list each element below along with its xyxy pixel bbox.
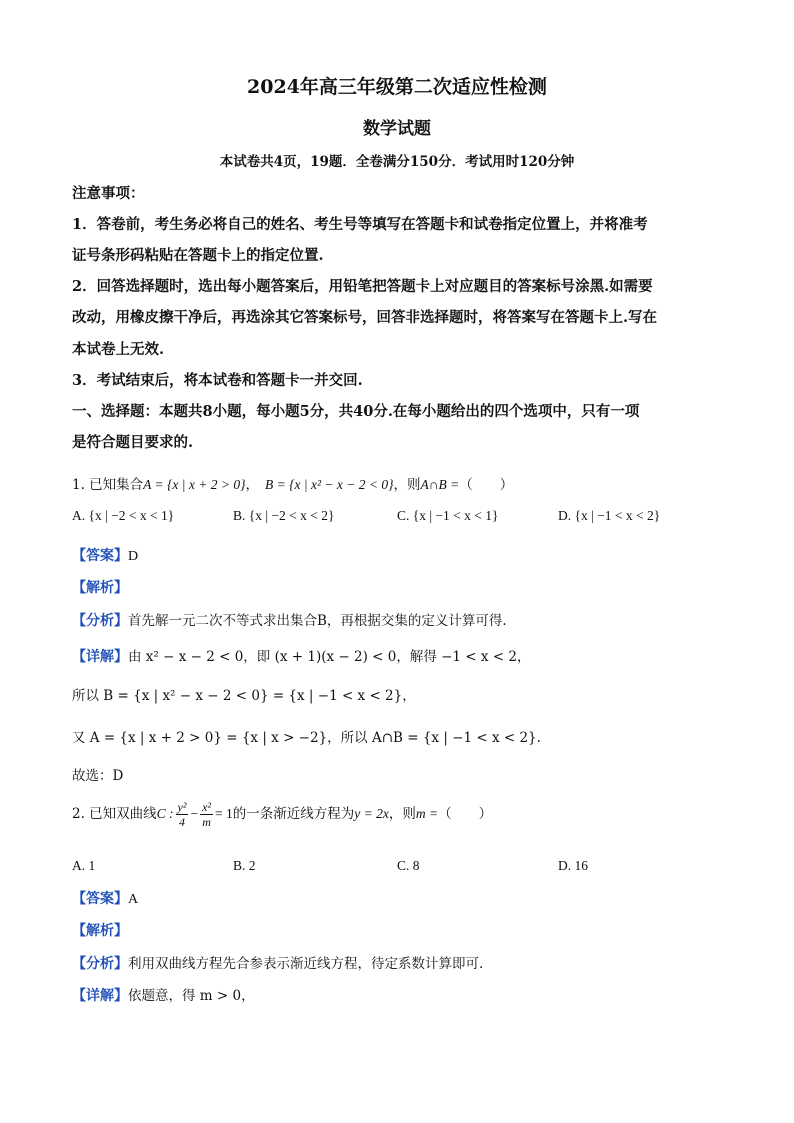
q2-mid: 的一条渐近线方程为 (232, 806, 355, 822)
q1-fenxi-line (72, 609, 507, 630)
q2-answer-line (72, 888, 138, 908)
exam-info: 本试卷共4页，19题．全卷满分150分．考试用时120分钟 (219, 154, 575, 170)
q2-fenxi-line (72, 952, 483, 973)
q1-set-a: A = {x | x + 2 > 0} (143, 477, 246, 492)
q2-fraction-2 (200, 800, 213, 829)
q1-choice-b: B. {x | −2 < x < 2} (233, 508, 335, 523)
q2-detail-line-1 (72, 984, 255, 1005)
note-1-line-1: 1．答卷前，考生务必将自己的姓名、考生号等填写在答题卡和试卷指定位置上，并将准考 (72, 216, 648, 233)
q1-detail-1: 由 x² − x − 2 < 0，即 (x + 1)(x − 2) < 0，解得 −1 < x < 2， (128, 649, 531, 665)
q1-analysis-heading (72, 577, 128, 597)
q2-frac2-den: m (202, 815, 211, 829)
q1-answer: D (128, 549, 139, 564)
q2-analysis-heading (72, 920, 128, 940)
notes-heading: 注意事项： (72, 185, 145, 202)
q1-then: ，则 (393, 477, 421, 493)
q2-prefix: 2. 已知双曲线 (72, 806, 157, 822)
q1-fenxi-tag: 【分析】 (72, 613, 128, 629)
q1-detail-line-3: 又 A = {x | x + 2 > 0} = {x | x > −2}，所以 A∩B = {x | −1 < x < 2}. (72, 730, 541, 746)
q2-minus: − (190, 806, 199, 821)
q2-detail-tag: 【详解】 (72, 988, 128, 1004)
section-1-line-2: 是符合题目要求的. (72, 434, 194, 451)
q2-fenxi-tag: 【分析】 (72, 956, 128, 972)
q2-choice-b: B. 2 (233, 858, 256, 873)
exam-subtitle: 数学试题 (363, 119, 431, 139)
note-2-line-2: 改动，用橡皮擦干净后，再选涂其它答案标号，回答非选择题时，将答案写在答题卡上.写在 (72, 309, 658, 326)
q1-prefix: 1. 已知集合 (72, 477, 144, 493)
q1-answer-tag: 【答案】 (72, 548, 128, 564)
q1-expr: A∩B = (420, 477, 460, 492)
q1-comma: ， (245, 477, 259, 493)
q1-choice-a: A. {x | −2 < x < 1} (72, 508, 175, 523)
section-1-line-1: 一、选择题：本题共8小题，每小题5分，共40分.在每小题给出的四个选项中，只有一项 (72, 403, 640, 420)
note-2-line-3: 本试卷上无效. (72, 341, 165, 358)
q2-then: ，则 (388, 806, 416, 822)
q2-frac1-num: y² (177, 800, 187, 814)
q1-detail-line-2: 所以 B = {x | x² − x − 2 < 0} = {x | −1 < x < 2}， (72, 688, 416, 704)
q1-analysis-tag: 【解析】 (72, 580, 128, 596)
q1-conclusion: 故选：D (72, 768, 124, 784)
q2-answer-tag: 【答案】 (72, 891, 128, 907)
q2-choice-a: A. 1 (72, 858, 96, 873)
exam-title: 2024年高三年级第二次适应性检测 (247, 76, 547, 98)
note-2-line-1: 2．回答选择题时，选出每小题答案后，用铅笔把答题卡上对应题目的答案标号涂黑.如需要 (72, 278, 653, 295)
q2-frac1-den: 4 (179, 815, 186, 829)
q2-choice-c: C. 8 (397, 858, 420, 873)
q1-detail-line-1 (72, 645, 531, 666)
q1-set-b: B = {x | x² − x − 2 < 0} (265, 477, 394, 492)
q1-paren: （ ） (459, 477, 514, 493)
q2-fraction-1 (176, 800, 189, 829)
q1-stem (72, 473, 513, 493)
q2-detail-1: 依题意，得 m > 0， (128, 988, 255, 1004)
q2-fenxi: 利用双曲线方程先合参表示渐近线方程，待定系数计算即可. (128, 956, 484, 972)
q1-choice-c: C. {x | −1 < x < 1} (397, 508, 499, 523)
q1-choice-d: D. {x | −1 < x < 2} (558, 508, 661, 523)
q2-expr: m = (415, 806, 439, 821)
q2-analysis-tag: 【解析】 (72, 923, 128, 939)
q1-fenxi: 首先解一元二次不等式求出集合B，再根据交集的定义计算可得. (128, 613, 507, 629)
q1-answer-line (72, 545, 138, 565)
q2-stem (72, 800, 492, 829)
note-3: 3．考试结束后，将本试卷和答题卡一并交回. (72, 372, 363, 389)
note-1-line-2: 证号条形码粘贴在答题卡上的指定位置. (72, 247, 324, 264)
q2-choice-d: D. 16 (558, 858, 588, 873)
q2-frac2-num: x² (202, 800, 212, 814)
q1-detail-tag: 【详解】 (72, 649, 128, 665)
q2-asymptote: y = 2x (354, 806, 389, 821)
q2-equals: = 1 (215, 806, 233, 821)
q2-paren: （ ） (438, 806, 493, 822)
q2-answer: A (128, 892, 139, 907)
q2-curve: C : (156, 806, 174, 821)
